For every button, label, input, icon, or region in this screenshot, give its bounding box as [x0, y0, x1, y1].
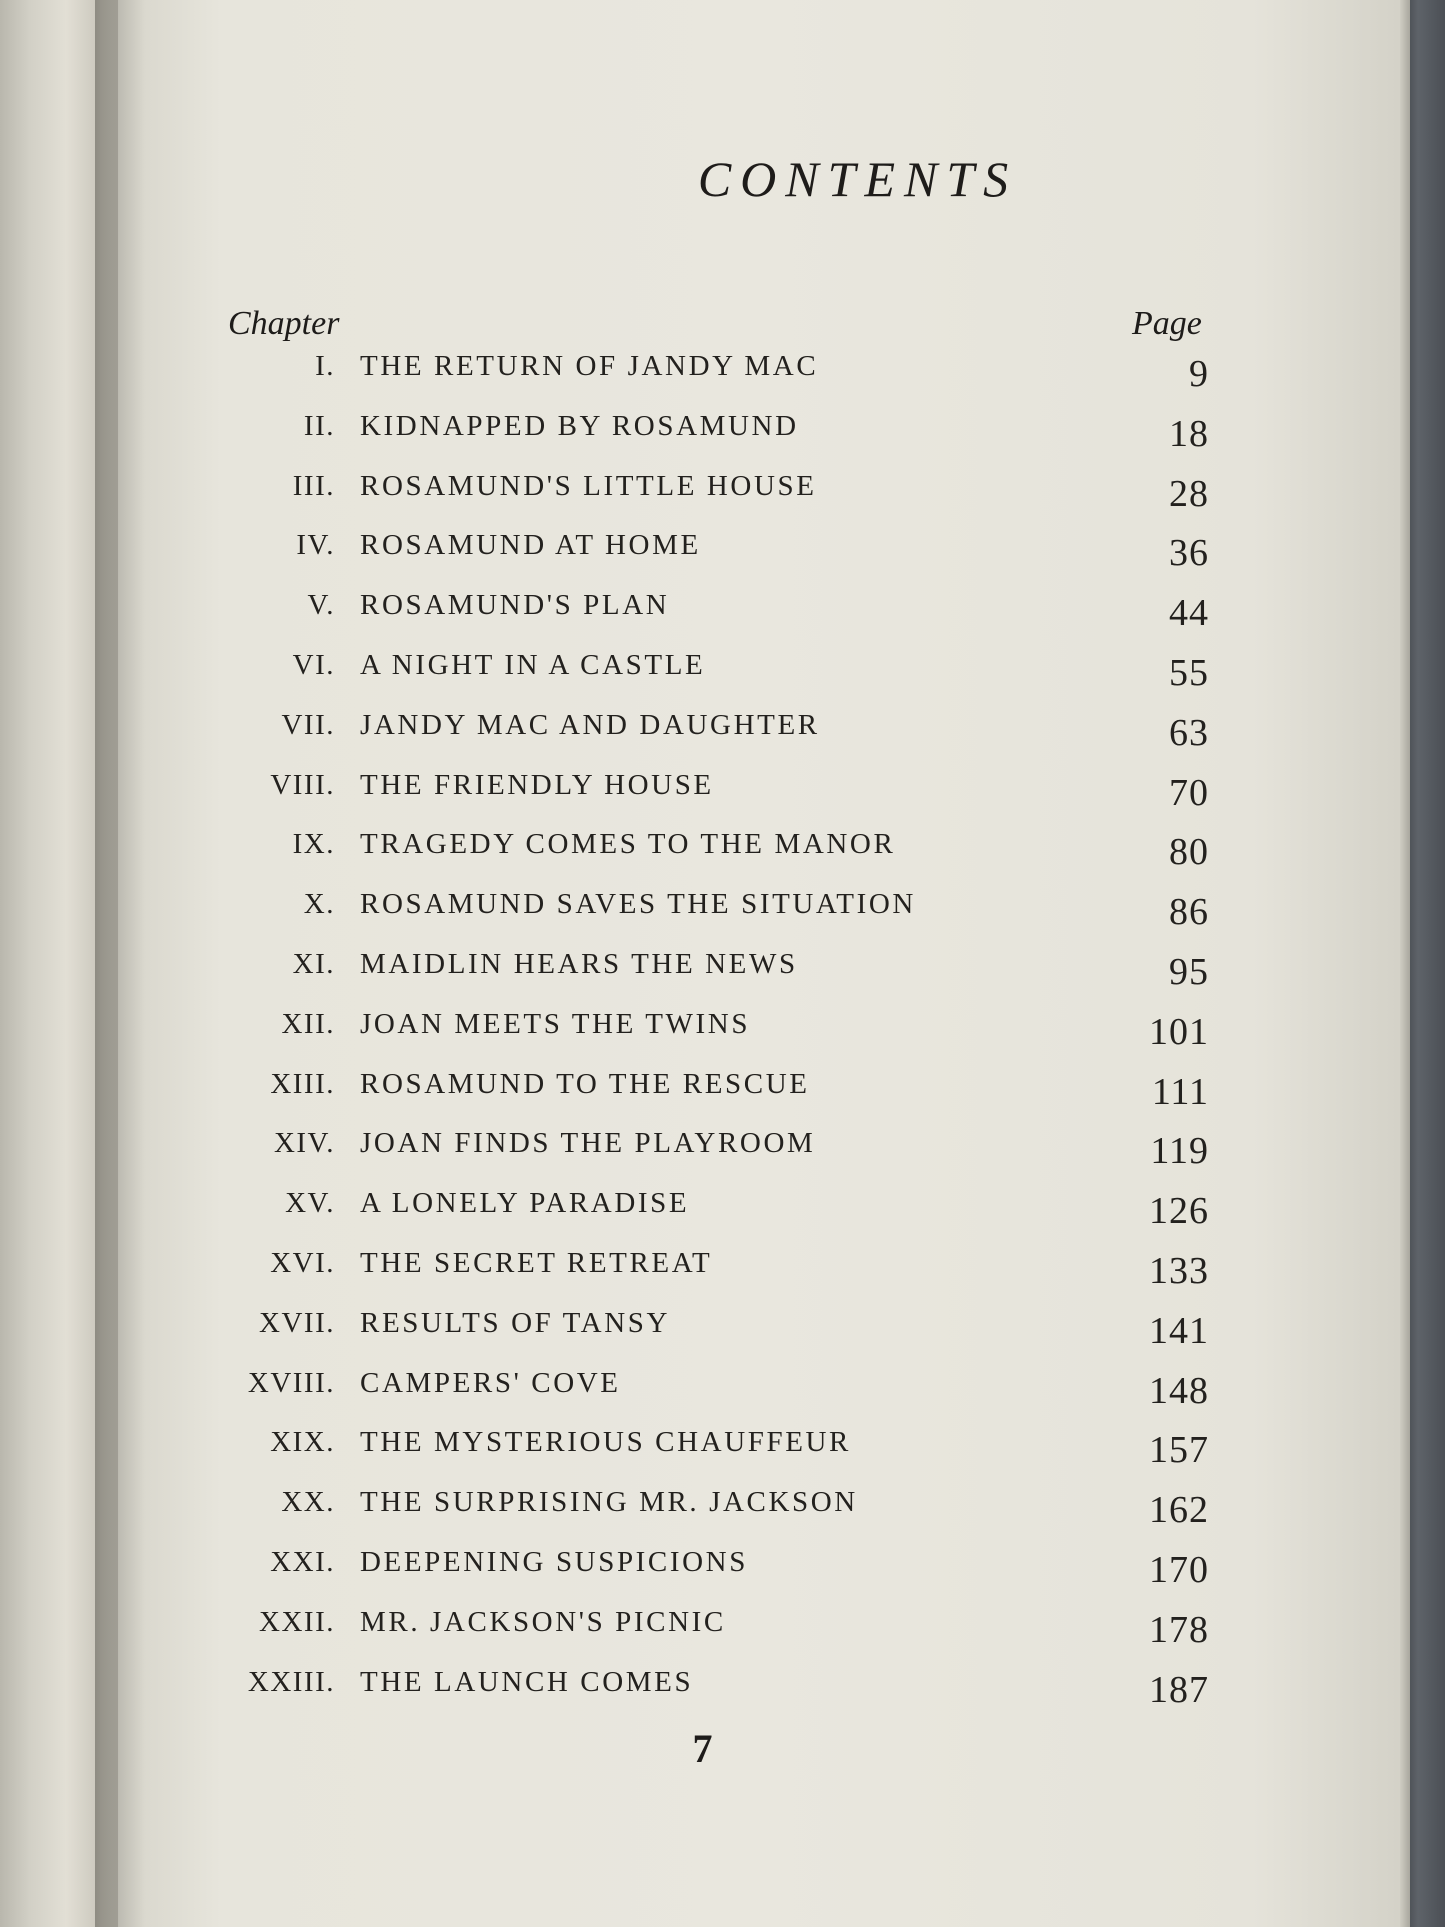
- toc-entry: [0, 1187, 1445, 1247]
- chapter-title: DEEPENING SUSPICIONS: [360, 1545, 748, 1578]
- chapter-numeral: XXIII.: [247, 1665, 335, 1698]
- chapter-title: A NIGHT IN A CASTLE: [360, 648, 706, 681]
- chapter-title: THE SURPRISING MR. JACKSON: [360, 1486, 858, 1519]
- chapter-column-heading: Chapter: [228, 305, 340, 342]
- chapter-title: ROSAMUND SAVES THE SITUATION: [360, 888, 916, 921]
- chapter-page-number: 126: [1149, 1190, 1209, 1233]
- toc-entry: [0, 1367, 1445, 1427]
- toc-entry: [0, 649, 1445, 709]
- chapter-numeral: IV.: [296, 529, 335, 562]
- toc-entry: [0, 1486, 1445, 1546]
- toc-entry: [0, 470, 1445, 530]
- chapter-title: THE LAUNCH COMES: [360, 1665, 694, 1698]
- toc-entry: [0, 948, 1445, 1008]
- toc-entry: [0, 1247, 1445, 1307]
- page-number-text: 7: [692, 1726, 713, 1771]
- contents-heading-text: CONTENTS: [697, 151, 1018, 207]
- chapter-page-number: 178: [1149, 1608, 1209, 1651]
- chapter-title: MAIDLIN HEARS THE NEWS: [360, 947, 798, 980]
- chapter-numeral: XIX.: [270, 1426, 335, 1459]
- chapter-numeral: XVII.: [259, 1306, 335, 1339]
- toc-entry: [0, 709, 1445, 769]
- chapter-numeral: II.: [303, 409, 335, 442]
- chapter-numeral: V.: [307, 589, 335, 622]
- chapter-page-number: 86: [1169, 891, 1209, 934]
- chapter-title: MR. JACKSON'S PICNIC: [360, 1605, 726, 1638]
- chapter-page-number: 80: [1169, 831, 1209, 874]
- chapter-title: KIDNAPPED BY ROSAMUND: [360, 409, 799, 442]
- chapter-page-number: 70: [1169, 771, 1209, 814]
- toc-entry: [0, 1307, 1445, 1367]
- toc-entry: [0, 1546, 1445, 1606]
- page-column-heading: Page: [1132, 305, 1202, 342]
- chapter-title: ROSAMUND AT HOME: [360, 529, 701, 562]
- toc-entry: [0, 1606, 1445, 1666]
- toc-entry: [0, 1127, 1445, 1187]
- chapter-page-number: 141: [1149, 1309, 1209, 1352]
- chapter-numeral: IX.: [292, 828, 335, 861]
- chapter-page-number: 101: [1149, 1010, 1209, 1053]
- chapter-numeral: XV.: [285, 1187, 335, 1220]
- toc-entry: [0, 1068, 1445, 1128]
- chapter-numeral: XII.: [281, 1007, 335, 1040]
- chapter-numeral: XI.: [292, 947, 335, 980]
- chapter-page-number: 170: [1149, 1548, 1209, 1591]
- chapter-numeral: VI.: [292, 648, 335, 681]
- chapter-page-number: 133: [1149, 1249, 1209, 1292]
- chapter-title: ROSAMUND'S PLAN: [360, 589, 670, 622]
- chapter-title: JANDY MAC AND DAUGHTER: [360, 708, 820, 741]
- chapter-page-number: 28: [1169, 472, 1209, 515]
- chapter-page-number: 111: [1151, 1070, 1209, 1113]
- chapter-numeral: XIII.: [270, 1067, 335, 1100]
- toc-entry: [0, 769, 1445, 829]
- chapter-title: JOAN FINDS THE PLAYROOM: [360, 1127, 816, 1160]
- chapter-title: THE SECRET RETREAT: [360, 1246, 713, 1279]
- chapter-numeral: I.: [315, 350, 335, 382]
- chapter-title: THE RETURN OF JANDY MAC: [360, 350, 819, 382]
- chapter-numeral: XVI.: [270, 1246, 335, 1279]
- toc-entry: [0, 1426, 1445, 1486]
- chapter-page-number: 157: [1149, 1429, 1209, 1472]
- chapter-numeral: XVIII.: [247, 1366, 335, 1399]
- table-of-contents: [0, 350, 1445, 1725]
- chapter-title: A LONELY PARADISE: [360, 1187, 690, 1220]
- toc-entry: [0, 888, 1445, 948]
- chapter-page-number: 187: [1149, 1668, 1209, 1711]
- chapter-title: ROSAMUND'S LITTLE HOUSE: [360, 469, 817, 502]
- toc-entry: [0, 350, 1445, 410]
- chapter-page-number: 9: [1189, 353, 1209, 395]
- chapter-page-number: 63: [1169, 711, 1209, 754]
- chapter-numeral: XIV.: [273, 1127, 335, 1160]
- chapter-title: RESULTS OF TANSY: [360, 1306, 671, 1339]
- toc-entry: [0, 1008, 1445, 1068]
- chapter-page-number: 119: [1150, 1130, 1209, 1173]
- contents-heading: [0, 150, 1445, 208]
- chapter-page-number: 148: [1149, 1369, 1209, 1412]
- chapter-numeral: X.: [303, 888, 335, 921]
- chapter-title: THE MYSTERIOUS CHAUFFEUR: [360, 1426, 851, 1459]
- chapter-title: ROSAMUND TO THE RESCUE: [360, 1067, 810, 1100]
- chapter-page-number: 44: [1169, 592, 1209, 635]
- chapter-numeral: XXI.: [270, 1545, 335, 1578]
- page-number: [0, 1725, 1405, 1772]
- toc-entry: [0, 410, 1445, 470]
- toc-entry: [0, 589, 1445, 649]
- toc-entry: [0, 828, 1445, 888]
- chapter-numeral: VIII.: [270, 768, 335, 801]
- toc-entry: [0, 1666, 1445, 1726]
- chapter-numeral: XX.: [281, 1486, 335, 1519]
- chapter-numeral: XXII.: [259, 1605, 335, 1638]
- chapter-title: CAMPERS' COVE: [360, 1366, 621, 1399]
- chapter-title: JOAN MEETS THE TWINS: [360, 1007, 751, 1040]
- chapter-page-number: 36: [1169, 532, 1209, 575]
- chapter-title: TRAGEDY COMES TO THE MANOR: [360, 828, 896, 861]
- chapter-title: THE FRIENDLY HOUSE: [360, 768, 714, 801]
- chapter-numeral: VII.: [281, 708, 335, 741]
- toc-entry: [0, 529, 1445, 589]
- book-gutter: [95, 0, 145, 1927]
- chapter-page-number: 162: [1149, 1489, 1209, 1532]
- chapter-page-number: 95: [1169, 950, 1209, 993]
- chapter-page-number: 18: [1169, 412, 1209, 455]
- chapter-numeral: III.: [292, 469, 335, 502]
- chapter-page-number: 55: [1169, 651, 1209, 694]
